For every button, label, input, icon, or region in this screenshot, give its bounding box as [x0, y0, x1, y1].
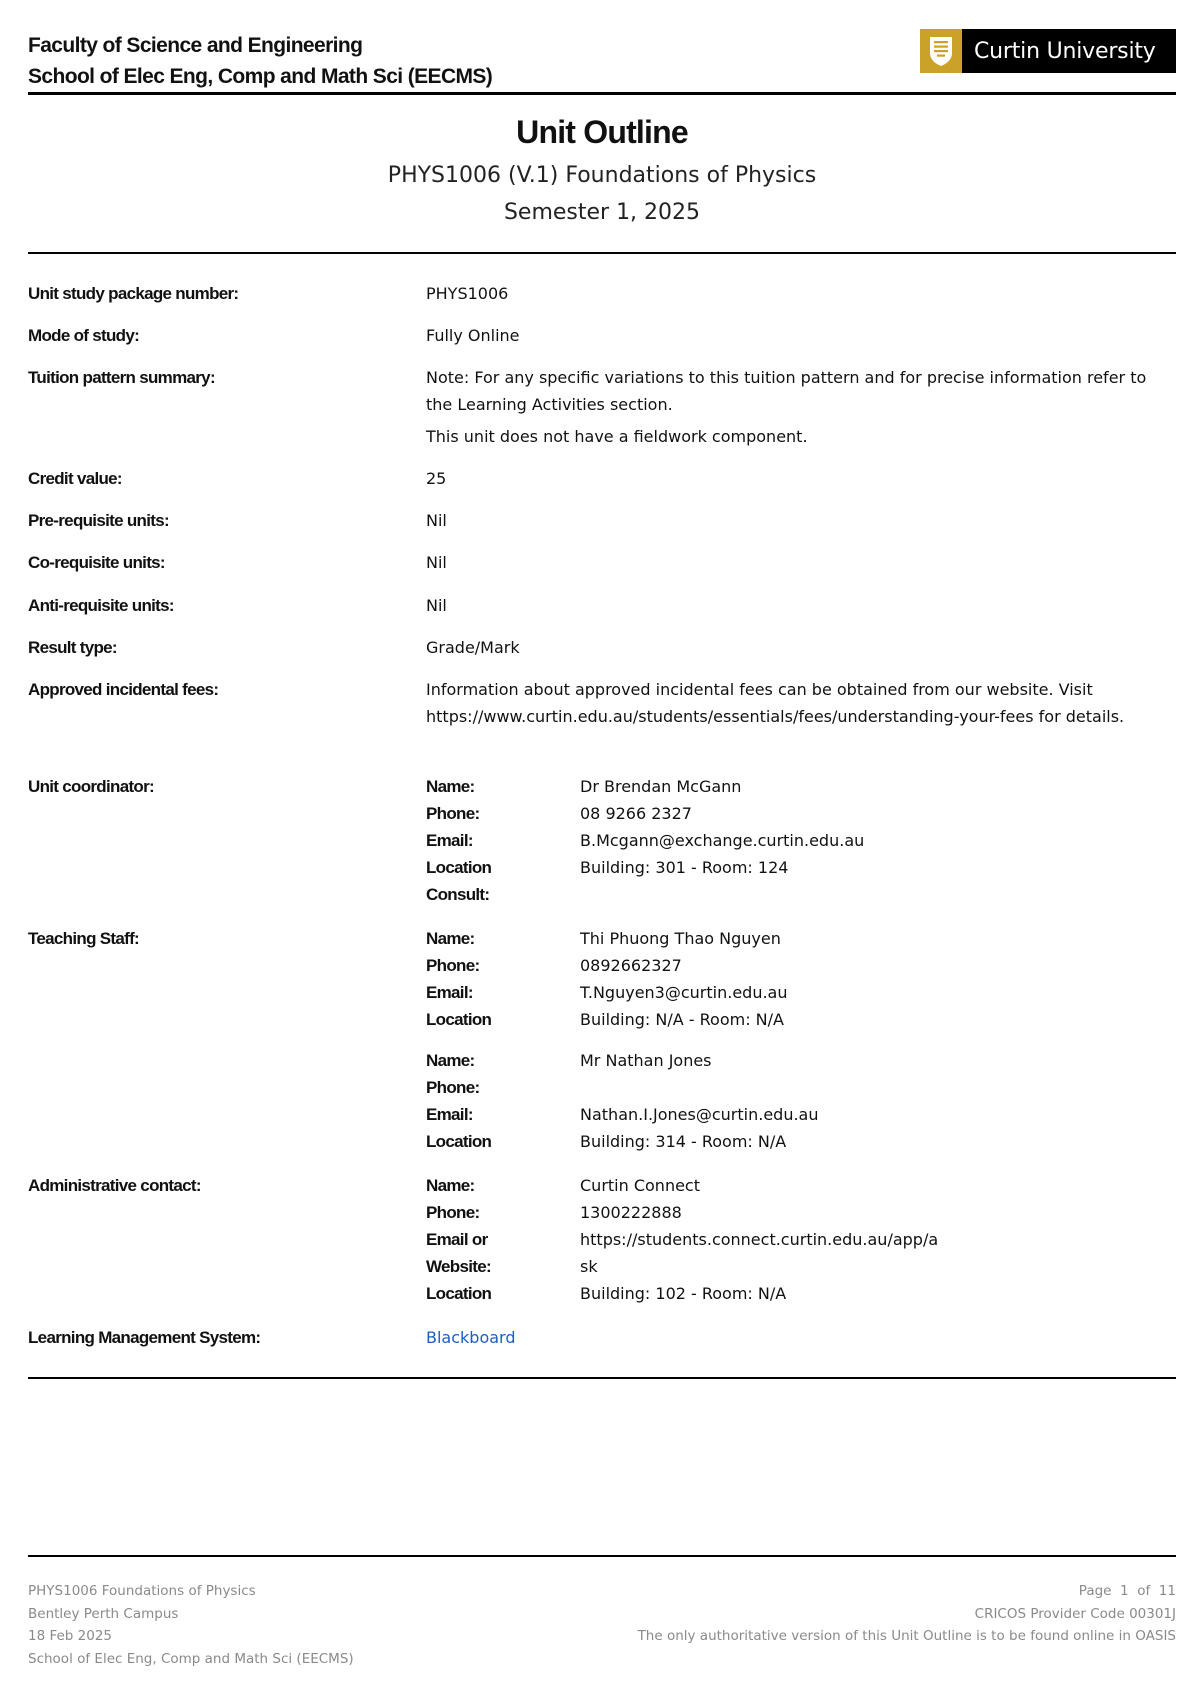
cricos-code: CRICOS Provider Code 00301J — [974, 1605, 1176, 1622]
tuition-note: Note: For any specific variations to this tuition pattern and for precise information refer to the Learning Activities section. — [426, 368, 1147, 414]
lms-label: Learning Management System: — [28, 1328, 261, 1347]
admin-name: Curtin Connect — [580, 1176, 700, 1195]
coordinator-name: Dr Brendan McGann — [580, 777, 742, 796]
row-prereq — [28, 507, 1176, 549]
staff-name: Mr Nathan Jones — [580, 1051, 712, 1070]
admin-contact — [426, 1172, 1176, 1307]
staff-location: Building: N/A - Room: N/A — [580, 1010, 784, 1029]
header-divider — [28, 92, 1176, 95]
faculty-name: Faculty of Science and Engineering — [28, 34, 363, 57]
location-key: Location — [426, 1010, 492, 1029]
staff-location: Building: 314 - Room: N/A — [580, 1132, 787, 1151]
coordinator-location: Building: 301 - Room: 124 — [580, 858, 789, 877]
phone-key: Phone: — [426, 1078, 480, 1097]
admin-website-line1: https://students.connect.curtin.edu.au/app/a — [580, 1230, 939, 1249]
admin-phone: 1300222888 — [580, 1203, 682, 1222]
name-key: Name: — [426, 777, 475, 796]
usp-label: Unit study package number: — [28, 284, 239, 303]
result-value: Grade/Mark — [426, 638, 520, 657]
logo-text: Curtin University — [974, 38, 1156, 64]
staff-email: Nathan.I.Jones@curtin.edu.au — [580, 1105, 819, 1124]
row-credit — [28, 465, 1176, 507]
staff-email: T.Nguyen3@curtin.edu.au — [580, 983, 788, 1002]
phone-key: Phone: — [426, 1203, 480, 1222]
admin-contact-label: Administrative contact: — [28, 1176, 201, 1195]
admin-location: Building: 102 - Room: N/A — [580, 1284, 787, 1303]
shield-icon — [920, 29, 962, 73]
row-fees — [28, 676, 1176, 773]
coreq-label: Co-requisite units: — [28, 553, 165, 572]
footer-date: 18 Feb 2025 — [28, 1628, 113, 1644]
row-mode — [28, 322, 1176, 364]
coordinator-label: Unit coordinator: — [28, 777, 154, 796]
location-key: Location — [426, 1132, 492, 1151]
tuition-fieldwork: This unit does not have a fieldwork component. — [426, 427, 808, 446]
footer-campus: Bentley Perth Campus — [28, 1605, 179, 1622]
blackboard-link[interactable]: Blackboard — [426, 1328, 516, 1347]
admin-website-line2: sk — [580, 1257, 598, 1276]
coordinator-contact — [426, 773, 1176, 908]
document-header — [28, 30, 1176, 90]
fees-label: Approved incidental fees: — [28, 680, 219, 699]
teaching-staff-contact-2 — [426, 1047, 1176, 1155]
row-result — [28, 634, 1176, 676]
coreq-value: Nil — [426, 553, 447, 572]
credit-value: 25 — [426, 469, 447, 488]
credit-label: Credit value: — [28, 469, 122, 488]
row-usp — [28, 280, 1176, 322]
school-name: School of Elec Eng, Comp and Math Sci (EECMS) — [28, 65, 493, 88]
row-coreq — [28, 549, 1176, 592]
email-key: Email: — [426, 983, 473, 1002]
teaching-staff-label: Teaching Staff: — [28, 929, 140, 948]
name-key: Name: — [426, 1051, 475, 1070]
page-number: Page 1 of 11 — [1078, 1583, 1176, 1599]
website-key: Website: — [426, 1257, 491, 1276]
mode-label: Mode of study: — [28, 326, 140, 345]
staff-phone: 0892662327 — [580, 956, 682, 975]
mode-value: Fully Online — [426, 326, 520, 345]
name-key: Name: — [426, 929, 475, 948]
row-coordinator — [28, 773, 1176, 925]
tuition-label: Tuition pattern summary: — [28, 368, 215, 387]
row-teaching-staff — [28, 925, 1176, 1172]
coordinator-email: B.Mcgann@exchange.curtin.edu.au — [580, 831, 865, 850]
details-divider — [28, 1377, 1176, 1379]
phone-key: Phone: — [426, 804, 480, 823]
email-key: Email: — [426, 1105, 473, 1124]
semester: Semester 1, 2025 — [503, 200, 701, 225]
tuition-value — [426, 364, 1176, 450]
result-label: Result type: — [28, 638, 117, 657]
title-divider — [28, 252, 1176, 254]
antireq-value: Nil — [426, 596, 447, 615]
row-admin-contact — [28, 1172, 1176, 1324]
fees-value: Information about approved incidental fees can be obtained from our website. Visit https://www.curtin.edu.au/students/essentials/fees/understanding-your-fees for details. — [426, 680, 1125, 726]
curtin-logo — [920, 29, 1176, 73]
email-key: Email: — [426, 831, 473, 850]
footer-school: School of Elec Eng, Comp and Math Sci (EECMS) — [28, 1650, 354, 1667]
unit-subtitle: PHYS1006 (V.1) Foundations of Physics — [387, 163, 817, 188]
email-or-key: Email or — [426, 1230, 488, 1249]
prereq-label: Pre-requisite units: — [28, 511, 169, 530]
phone-key: Phone: — [426, 956, 480, 975]
location-key: Location — [426, 858, 492, 877]
footer-right — [638, 1580, 1176, 1648]
row-tuition — [28, 364, 1176, 465]
antireq-label: Anti-requisite units: — [28, 596, 174, 615]
unit-outline-page — [28, 0, 1176, 1698]
unit-details — [28, 280, 1176, 1366]
name-key: Name: — [426, 1176, 475, 1195]
footer-left — [28, 1580, 354, 1670]
row-lms — [28, 1324, 1176, 1366]
usp-value: PHYS1006 — [426, 284, 509, 303]
prereq-value: Nil — [426, 511, 447, 530]
staff-name: Thi Phuong Thao Nguyen — [580, 929, 781, 948]
authority-note: The only authoritative version of this Unit Outline is to be found online in OASIS — [637, 1628, 1176, 1644]
page-title: Unit Outline — [516, 114, 688, 150]
coordinator-phone: 08 9266 2327 — [580, 804, 692, 823]
footer-unit: PHYS1006 Foundations of Physics — [28, 1583, 256, 1599]
location-key: Location — [426, 1284, 492, 1303]
teaching-staff-contact-1 — [426, 925, 1176, 1033]
row-antireq — [28, 592, 1176, 634]
consult-key: Consult: — [426, 885, 490, 904]
footer-divider — [28, 1555, 1176, 1557]
